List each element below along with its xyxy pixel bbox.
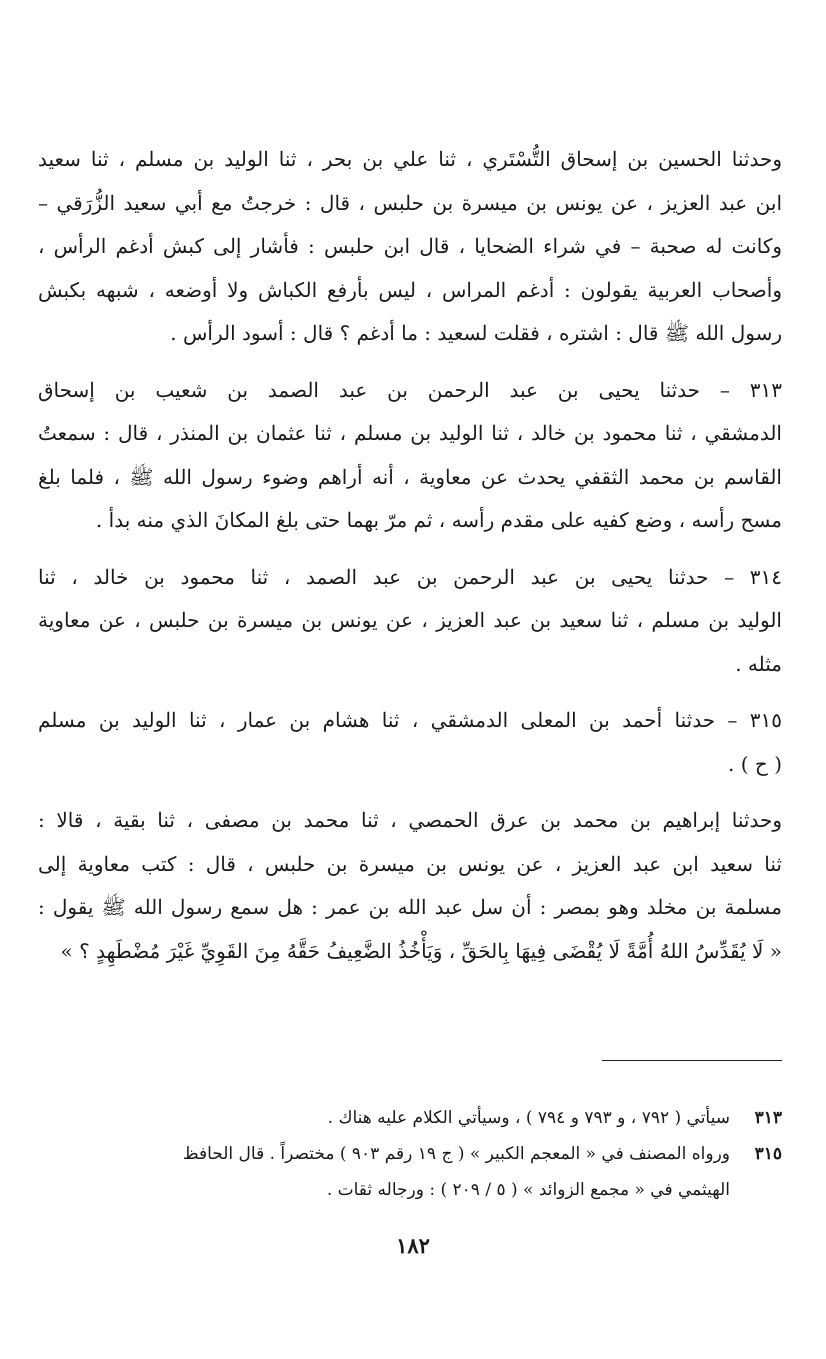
- footnote-text: [38, 1100, 730, 1136]
- text-line: مسح رأسه ، وضع كفيه على مقدم رأسه ، ثم مرّ بهما حتى بلغ المكانَ الذي منه بدأ .: [95, 508, 782, 532]
- text-line: مسلمة بن مخلد وهو بمصر : أن سل عبد الله بن عمر : هل سمع رسول الله ﷺ يقول :: [38, 895, 782, 919]
- paragraph-hadith-315: [38, 699, 782, 786]
- text-line: الهيثمي في « مجمع الزوائد » ( ٥ / ٢٠٩ ) : ورجاله ثقات .: [326, 1180, 730, 1200]
- text-line: وحدثنا إبراهيم بن محمد بن عرق الحمصي ، ثنا محمد بن مصفى ، ثنا بقية ، قالا :: [38, 808, 782, 832]
- paragraph-hadith-315-second-chain: [38, 799, 782, 973]
- footnote-315: [38, 1136, 782, 1208]
- text-line: ثنا سعيد ابن عبد العزيز ، عن يونس بن ميسرة بن حلبس ، قال : كتب معاوية إلى: [38, 851, 782, 876]
- paragraph-opening-narration: [38, 138, 782, 356]
- text-line: سيأتي ( ٧٩٢ ، و ٧٩٣ و ٧٩٤ ) ، وسيأتي الكلام عليه هناك .: [327, 1108, 730, 1128]
- paragraph-hadith-313: [38, 369, 782, 543]
- footnote-number: ٣١٣: [754, 1108, 782, 1128]
- footnote-number: ٣١٥: [754, 1144, 782, 1164]
- text-line: « لَا يُقَدِّسُ اللهُ أُمَّةً لَا يُقْضَى فِيهَا بِالحَقِّ ، وَيَأْخُذُ الضَّعِيفُ حَقَّهُ مِنَ القَوِيِّ غَيْرَ مُضْطَهِدٍ ؟ »: [60, 938, 782, 963]
- footnote-text: [38, 1136, 730, 1208]
- text-line: ٣١٥ – حدثنا أحمد بن المعلى الدمشقي ، ثنا هشام بن عمار ، ثنا الوليد بن مسلم: [38, 708, 782, 732]
- text-line: ( ح ) .: [728, 751, 782, 776]
- footnote-313: [38, 1100, 782, 1136]
- text-line: وأصحاب العربية يقولون : أدغم المراس ، ليس بأرفع الكباش ولا أوضعه ، شبهه بكبش: [38, 277, 782, 302]
- page-number: ١٨٢: [396, 1233, 430, 1258]
- text-line: ٣١٤ – حدثنا يحيى بن عبد الرحمن بن عبد الصمد ، ثنا محمود بن خالد ، ثنا: [38, 564, 782, 589]
- text-line: وكانت له صحبة – في شراء الضحايا ، قال ابن حلبس : فأشار إلى كبش أدغم الرأس ،: [38, 234, 782, 258]
- text-line: مثله .: [735, 651, 782, 676]
- text-line: القاسم بن محمد الثقفي يحدث عن معاوية ، أنه أراهم وضوء رسول الله ﷺ ، فلما بلغ: [38, 464, 782, 489]
- text-line: وحدثنا الحسين بن إسحاق التُّسْتَري ، ثنا علي بن بحر ، ثنا الوليد بن مسلم ، ثنا سعيد: [38, 147, 782, 171]
- text-line: ابن عبد العزيز ، عن يونس بن ميسرة بن حلبس ، قال : خرجتُ مع أبي سعيد الزُّرَقي –: [38, 190, 782, 215]
- main-text: [38, 138, 782, 986]
- footnote-separator-rule: [602, 1060, 782, 1061]
- text-line: الوليد بن مسلم ، ثنا سعيد بن عبد العزيز ، عن يونس بن ميسرة بن حلبس ، عن معاوية: [38, 608, 782, 632]
- text-line: ٣١٣ – حدثنا يحيى بن عبد الرحمن بن عبد الصمد بن شعيب بن إسحاق: [38, 377, 782, 402]
- text-line: رسول الله ﷺ قال : اشتره ، فقلت لسعيد : ما أدغم ؟ قال : أسود الرأس .: [170, 321, 782, 345]
- paragraph-hadith-314: [38, 556, 782, 687]
- text-line: الدمشقي ، ثنا محمود بن خالد ، ثنا الوليد بن مسلم ، ثنا عثمان بن المنذر ، قال : سمعتُ: [38, 421, 782, 445]
- text-line: ورواه المصنف في « المعجم الكبير » ( ج ١٩ رقم ٩٠٣ ) مختصراً . قال الحافظ: [182, 1144, 730, 1164]
- footnotes: [38, 1100, 782, 1208]
